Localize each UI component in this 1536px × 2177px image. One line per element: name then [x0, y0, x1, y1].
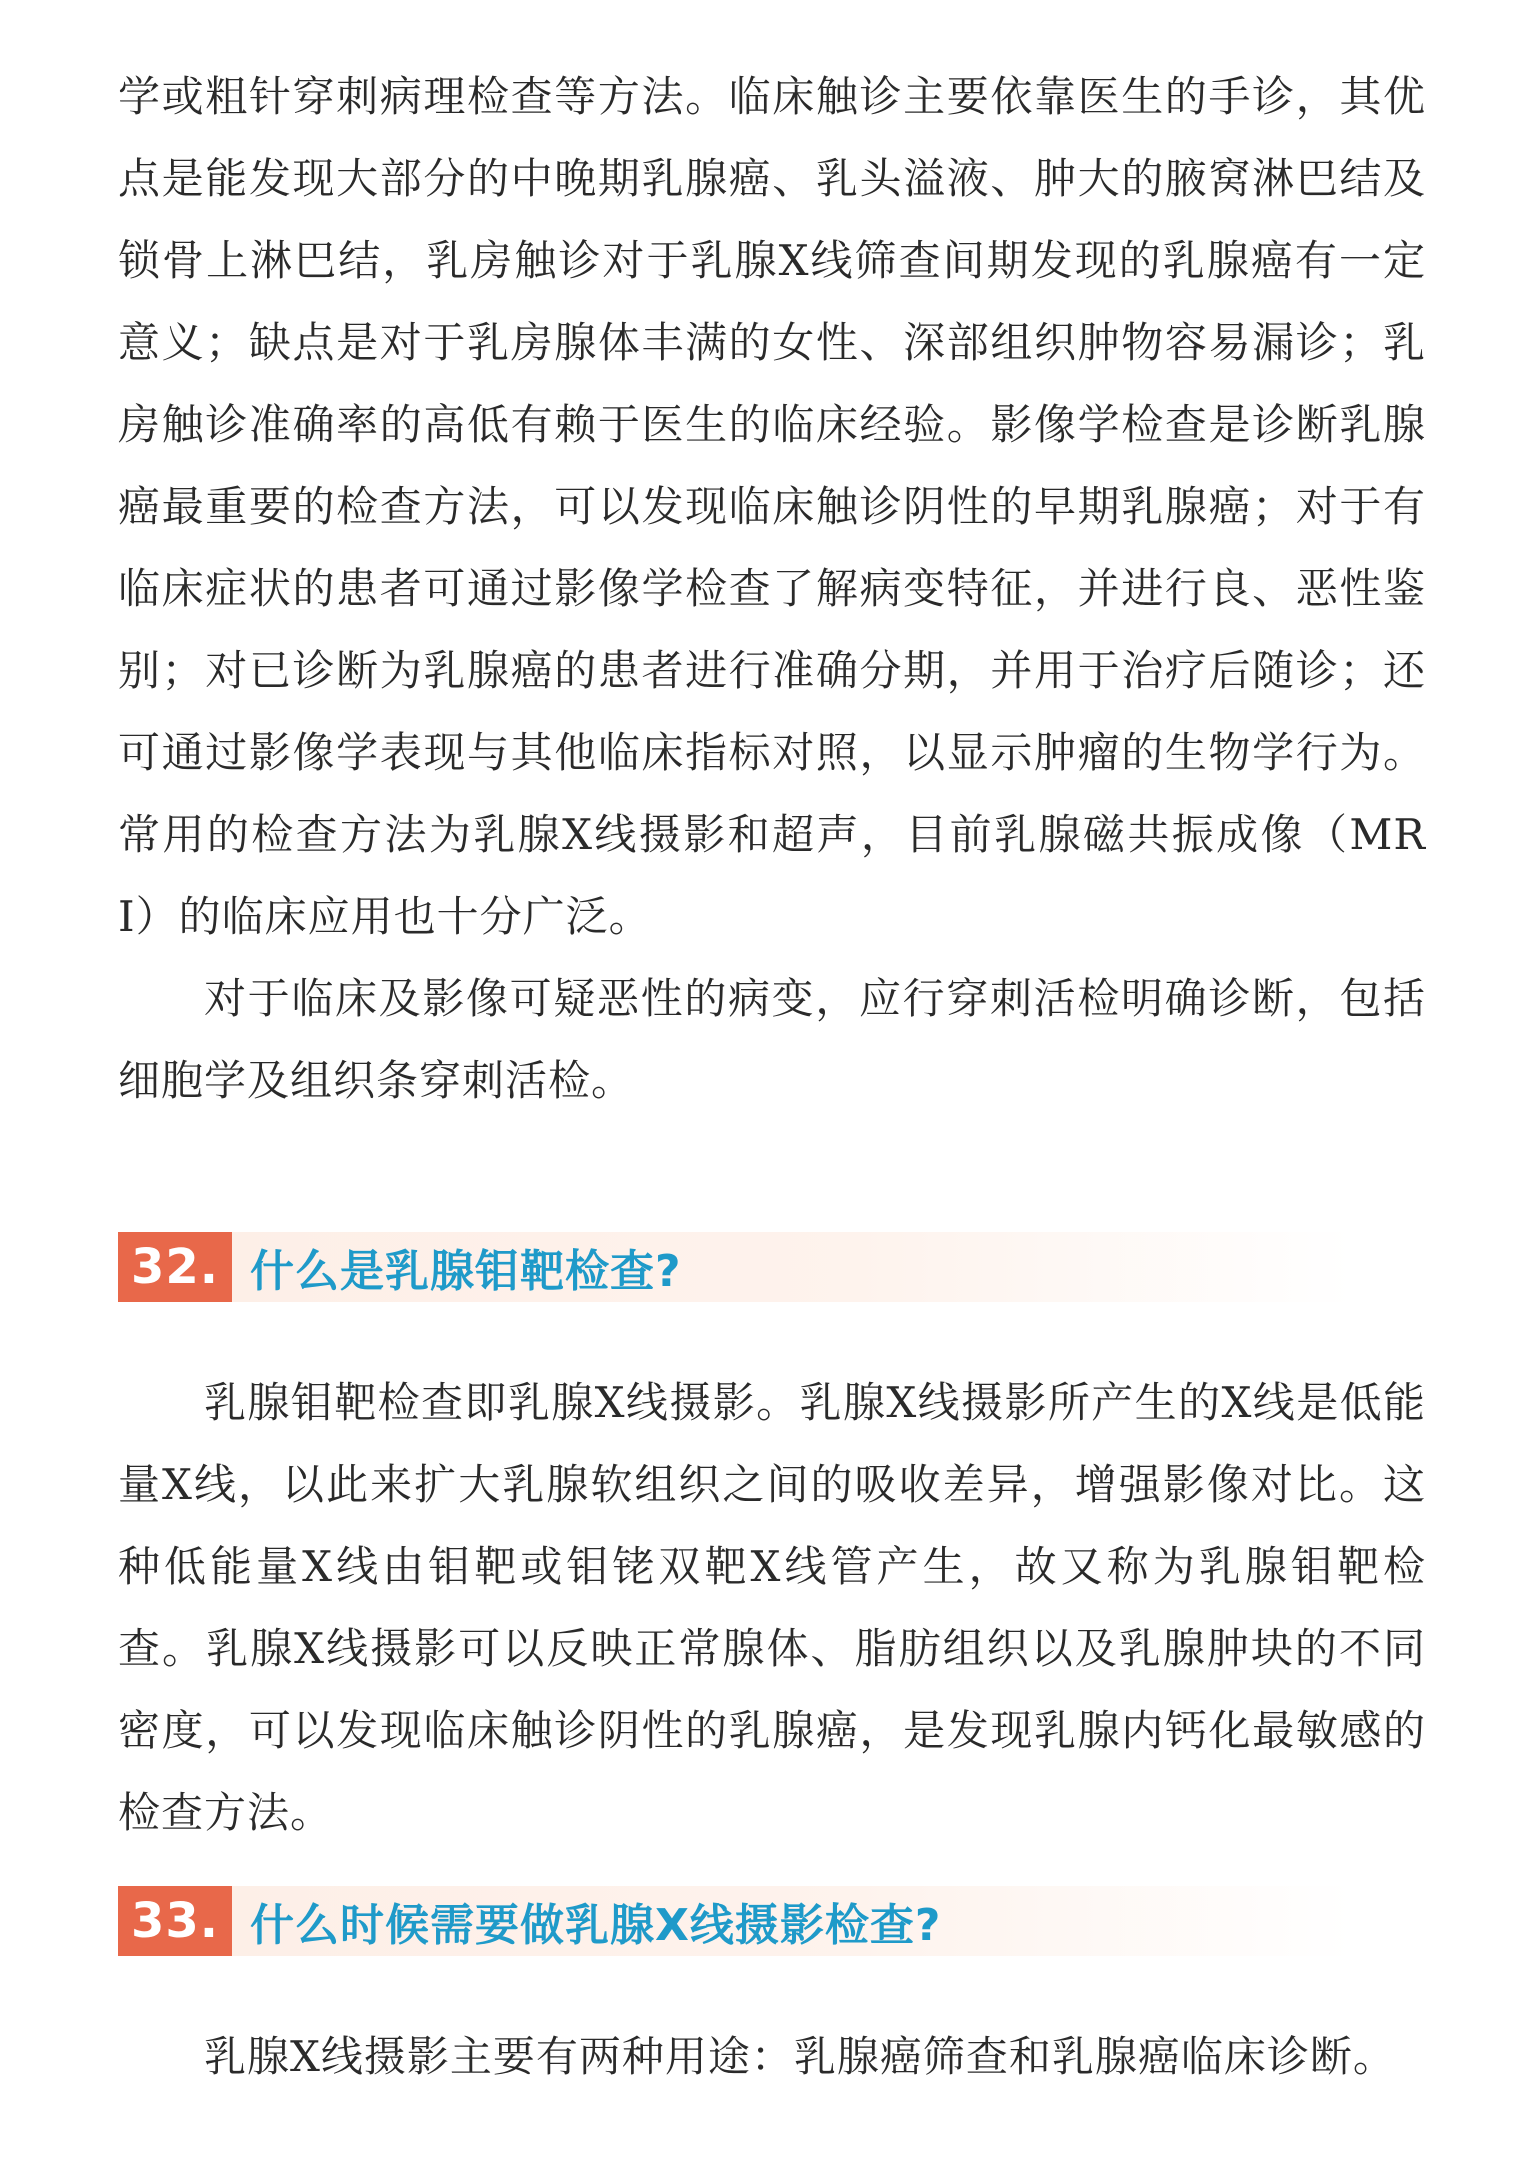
section-32-body: [118, 1362, 1426, 1854]
intro-paragraph-1: 学或粗针穿刺病理检查等方法。临床触诊主要依靠医生的手诊，其优点是能发现大部分的中晚期乳腺癌、乳头溢液、肿大的腋窝淋巴结及锁骨上淋巴结，乳房触诊对于乳腺X线筛查间期发现的乳腺癌有一定意义；缺点是对于乳房腺体丰满的女性、深部组织肿物容易漏诊；乳房触诊准确率的高低有赖于医生的临床经验。影像学检查是诊断乳腺癌最重要的检查方法，可以发现临床触诊阴性的早期乳腺癌；对于有临床症状的患者可通过影像学检查了解病变特征，并进行良、恶性鉴别；对已诊断为乳腺癌的患者进行准确分期，并用于治疗后随诊；还可通过影像学表现与其他临床指标对照，以显示肿瘤的生物学行为。常用的检查方法为乳腺X线摄影和超声，目前乳腺磁共振成像（MRI）的临床应用也十分广泛。: [118, 72, 1426, 941]
section-33-title: 什么时候需要做乳腺X线摄影检查?: [250, 1900, 942, 1951]
section-33-paragraph: 乳腺X线摄影主要有两种用途：乳腺癌筛查和乳腺癌临床诊断。: [204, 2032, 1396, 2081]
section-32-title: 什么是乳腺钼靶检查?: [250, 1246, 682, 1297]
section-33-heading: [118, 1886, 1353, 1956]
section-33-body: [118, 2016, 1426, 2098]
section-32-paragraph: 乳腺钼靶检查即乳腺X线摄影。乳腺X线摄影所产生的X线是低能量X线，以此来扩大乳腺软组织之间的吸收差异，增强影像对比。这种低能量X线由钼靶或钼铑双靶X线管产生，故又称为乳腺钼靶检查。乳腺X线摄影可以反映正常腺体、脂肪组织以及乳腺肿块的不同密度，可以发现临床触诊阴性的乳腺癌，是发现乳腺内钙化最敏感的检查方法。: [118, 1378, 1426, 1837]
section-33-number: 33.: [118, 1886, 232, 1956]
section-32-heading: [118, 1232, 1353, 1302]
intro-paragraph-2: 对于临床及影像可疑恶性的病变，应行穿刺活检明确诊断，包括细胞学及组织条穿刺活检。: [118, 974, 1426, 1105]
section-32-number: 32.: [118, 1232, 232, 1302]
intro-text: [118, 56, 1426, 1122]
